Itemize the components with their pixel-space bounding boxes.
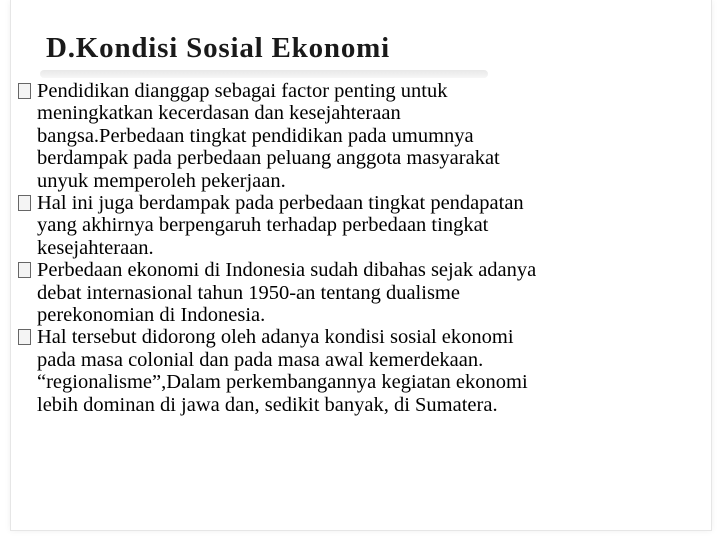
bullet-item bbox=[18, 80, 708, 192]
missing-glyph-box-icon bbox=[18, 83, 31, 99]
bullet-item bbox=[18, 259, 708, 326]
bullet-text: Hal tersebut didorong oleh adanya kondisi sosial ekonomi pada masa colonial dan pada masa awal kemerdekaan. “regionalisme”,Dalam perkembangannya kegiatan ekonomi lebih dominan di jawa dan, sedikit banyak, di Sumatera. bbox=[37, 326, 528, 416]
missing-glyph-box-icon bbox=[18, 262, 31, 278]
bullet-item bbox=[18, 192, 708, 259]
title-underline bbox=[40, 70, 488, 78]
slide-title: D.Kondisi Sosial Ekonomi bbox=[46, 32, 390, 64]
bullet-list bbox=[18, 80, 708, 416]
bullet-text: Hal ini juga berdampak pada perbedaan tingkat pendapatan yang akhirnya berpengaruh terhadap perbedaan tingkat kesejahteraan. bbox=[37, 192, 524, 259]
missing-glyph-box-icon bbox=[18, 329, 31, 345]
title-area bbox=[40, 28, 500, 78]
missing-glyph-box-icon bbox=[18, 195, 31, 211]
bullet-item bbox=[18, 326, 708, 416]
bullet-text: Perbedaan ekonomi di Indonesia sudah dibahas sejak adanya debat internasional tahun 1950-an tentang dualisme perekonomian di Indonesia. bbox=[37, 259, 537, 327]
bullet-text: Pendidikan dianggap sebagai factor penting untuk meningkatkan kecerdasan dan kesejahteraan bangsa.Perbedaan tingkat pendidikan pada umumnya berdampak pada perbedaan peluang anggota masyarakat unyuk memperoleh pekerjaan. bbox=[37, 80, 500, 192]
